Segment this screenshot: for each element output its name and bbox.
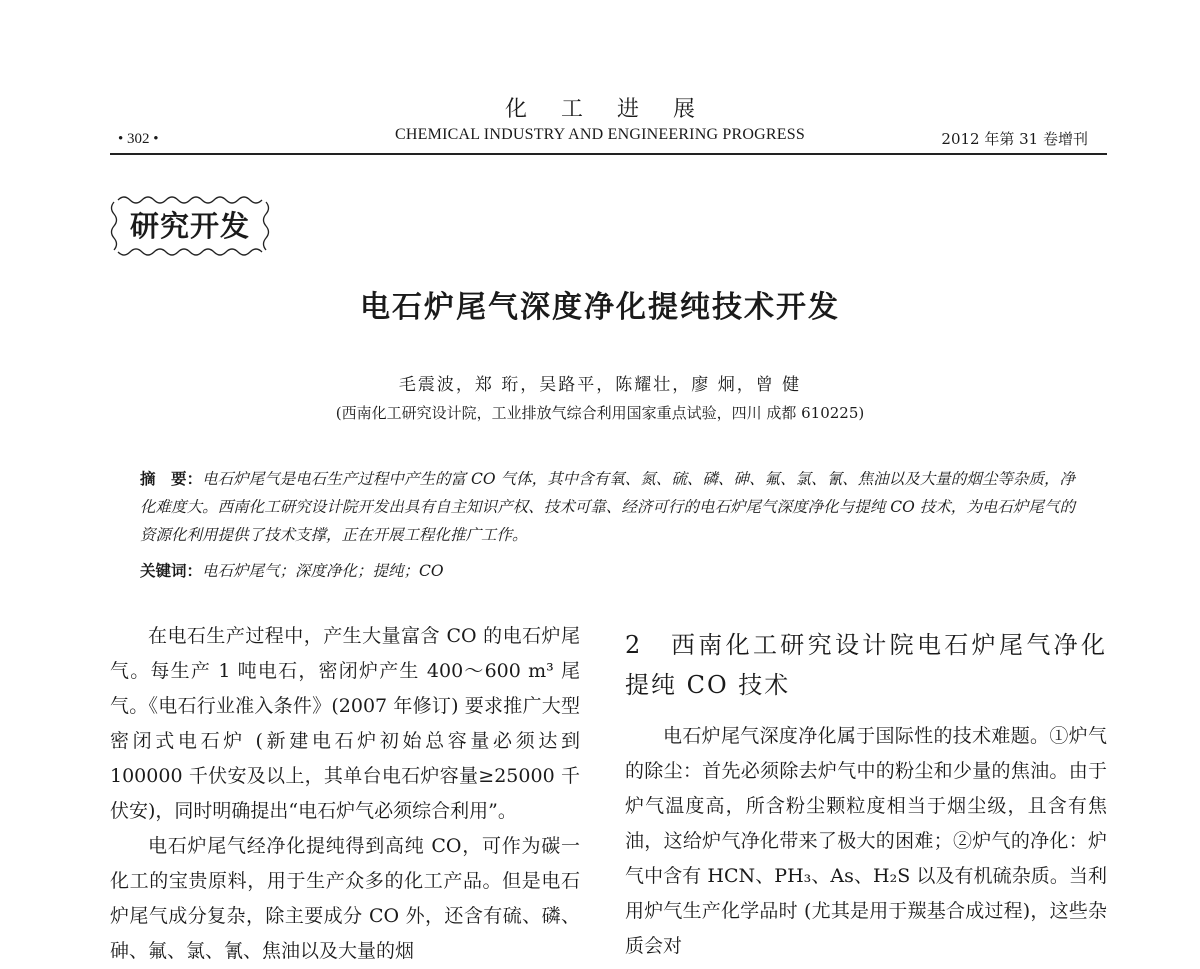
affiliation: (西南化工研究设计院，工业排放气综合利用国家重点试验，四川 成都 610225) (335, 404, 865, 422)
section-tag-label: 研究开发 (129, 209, 250, 243)
abstract (140, 465, 1075, 549)
abstract-label: 摘 要： (140, 470, 203, 488)
left-paragraph-1: 在电石生产过程中，产生大量富含 CO 的电石炉尾气。每生产 1 吨电石，密闭炉产生 400～600 m³ 尾气。《电石行业准入条件》(2007 年修订) 要求推广大型密闭式电石炉 (新建电石炉初始总容量必须达到 100000 千伏安及以上，其单台电石炉容量≥25000 千伏安)，同时明确提出“电石炉气必须综合利用”。 (110, 625, 580, 822)
paper-title: 电石炉尾气深度净化提纯技术开发 (360, 290, 840, 325)
left-paragraph-2: 电石炉尾气经净化提纯得到高纯 CO，可作为碳一化工的宝贵原料，用于生产众多的化工产品。但是电石炉尾气成分复杂，除主要成分 CO 外，还含有硫、磷、砷、氟、氯、氰、焦油以及大量的烟 (110, 835, 580, 962)
page-number: • 302 • (118, 131, 159, 147)
right-column (625, 625, 1107, 964)
keywords-text: 电石炉尾气；深度净化；提纯；CO (202, 562, 444, 580)
journal-title-en: CHEMICAL INDUSTRY AND ENGINEERING PROGRESS (395, 126, 805, 143)
keywords (140, 557, 1075, 585)
issue-info: 2012 年第 31 卷增刊 (941, 130, 1088, 148)
section-tag (108, 192, 272, 260)
header-rule (110, 153, 1107, 155)
keywords-label: 关键词： (140, 562, 203, 580)
abstract-text: 电石炉尾气是电石生产过程中产生的富 CO 气体，其中含有氧、氮、硫、磷、砷、氟、氯、氰、焦油以及大量的烟尘等杂质，净化难度大。西南化工研究设计院开发出具有自主知识产权、技术可靠、经济可行的电石炉尾气深度净化与提纯 CO 技术，为电石炉尾气的资源化利用提供了技术支撑，正在开展工程化推广工作。 (140, 470, 1075, 544)
authors: 毛震波，郑 珩，吴路平，陈耀壮，廖 炯，曾 健 (398, 375, 802, 395)
left-column (110, 619, 580, 969)
journal-title-cn: 化工进展 (504, 97, 729, 122)
right-paragraph-1: 电石炉尾气深度净化属于国际性的技术难题。①炉气的除尘：首先必须除去炉气中的粉尘和少量的焦油。由于炉气温度高，所含粉尘颗粒度相当于烟尘级，且含有焦油，这给炉气净化带来了极大的困难；②炉气的净化：炉气中含有 HCN、PH₃、As、H₂S 以及有机硫杂质。当利用炉气生产化学品时 (尤其是用于羰基合成过程)，这些杂质会对 (625, 725, 1107, 957)
section-heading-2: 2 西南化工研究设计院电石炉尾气净化提纯 CO 技术 (625, 631, 1107, 699)
